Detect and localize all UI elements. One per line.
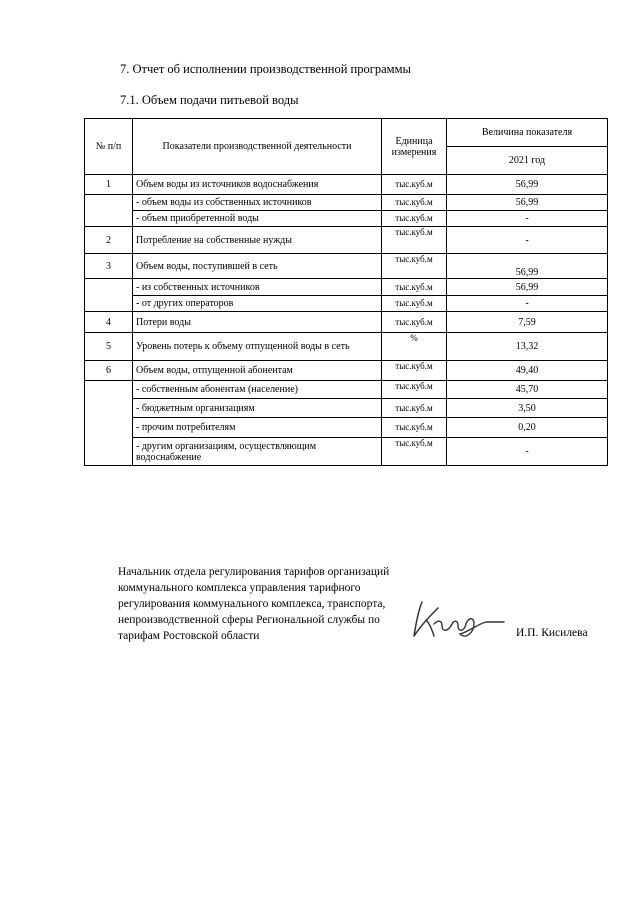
header-num: № п/п <box>85 119 133 175</box>
row-value: 7,59 <box>447 312 608 333</box>
row-value: 3,50 <box>447 399 608 418</box>
row-indicator: - от других операторов <box>133 296 382 312</box>
row-value: - <box>447 438 608 466</box>
row-indicator: Уровень потерь к объему отпущенной воды в сеть <box>133 333 382 361</box>
table-row <box>85 195 608 211</box>
row-value: 56,99 <box>447 175 608 195</box>
row-indicator: - прочим потребителям <box>133 418 382 438</box>
row-indicator: - из собственных источников <box>133 279 382 296</box>
row-value: - <box>447 227 608 254</box>
row-num: 3 <box>85 254 133 279</box>
row-unit: тыс.куб.м <box>382 438 447 466</box>
header-indicator: Показатели производственной деятельности <box>133 119 382 175</box>
table-row <box>85 399 608 418</box>
row-num <box>85 195 133 227</box>
table-row <box>85 418 608 438</box>
header-year: 2021 год <box>447 147 608 175</box>
handwritten-signature <box>408 594 510 644</box>
row-value: 45,70 <box>447 381 608 399</box>
row-num <box>85 381 133 466</box>
row-num <box>85 279 133 312</box>
row-value: - <box>447 296 608 312</box>
header-value: Величина показателя <box>447 119 608 147</box>
table-row <box>85 381 608 399</box>
table-row <box>85 296 608 312</box>
row-unit: тыс.куб.м <box>382 227 447 254</box>
row-indicator: Объем воды из источников водоснабжения <box>133 175 382 195</box>
signatory-name: И.П. Кисилева <box>516 627 588 639</box>
row-unit: тыс.куб.м <box>382 418 447 438</box>
section-title: 7. Отчет об исполнении производственной программы <box>120 62 411 76</box>
row-indicator: Потребление на собственные нужды <box>133 227 382 254</box>
row-indicator: - объем воды из собственных источников <box>133 195 382 211</box>
row-unit: % <box>382 333 447 361</box>
row-unit: тыс.куб.м <box>382 381 447 399</box>
row-unit: тыс.куб.м <box>382 175 447 195</box>
row-unit: тыс.куб.м <box>382 361 447 381</box>
row-unit: тыс.куб.м <box>382 195 447 211</box>
table-row <box>85 279 608 296</box>
row-value: 56,99 <box>447 195 608 211</box>
row-indicator: - бюджетным организациям <box>133 399 382 418</box>
row-value: 49,40 <box>447 361 608 381</box>
table-row <box>85 211 608 227</box>
table-row <box>85 361 608 381</box>
row-num: 1 <box>85 175 133 195</box>
subsection-title: 7.1. Объем подачи питьевой воды <box>120 93 299 107</box>
table-row <box>85 438 608 466</box>
row-indicator: Объем воды, отпущенной абонентам <box>133 361 382 381</box>
row-value: - <box>447 211 608 227</box>
water-supply-table <box>84 118 608 466</box>
row-unit: тыс.куб.м <box>382 399 447 418</box>
row-value: 0,20 <box>447 418 608 438</box>
row-indicator: Объем воды, поступившей в сеть <box>133 254 382 279</box>
row-value: 13,32 <box>447 333 608 361</box>
header-unit: Единица измерения <box>382 119 447 175</box>
row-num: 4 <box>85 312 133 333</box>
table-row <box>85 175 608 195</box>
row-unit: тыс.куб.м <box>382 211 447 227</box>
row-unit: тыс.куб.м <box>382 279 447 296</box>
row-value: 56,99 <box>447 279 608 296</box>
row-indicator: - объем приобретенной воды <box>133 211 382 227</box>
row-num: 5 <box>85 333 133 361</box>
table-row <box>85 312 608 333</box>
row-indicator: - другим организациям, осуществляющим водоснабжение <box>133 438 382 466</box>
row-unit: тыс.куб.м <box>382 254 447 279</box>
row-num: 2 <box>85 227 133 254</box>
table-row <box>85 254 608 279</box>
row-unit: тыс.куб.м <box>382 296 447 312</box>
row-num: 6 <box>85 361 133 381</box>
table-row <box>85 333 608 361</box>
row-unit: тыс.куб.м <box>382 312 447 333</box>
row-indicator: Потери воды <box>133 312 382 333</box>
signatory-position: Начальник отдела регулирования тарифов организаций коммунального комплекса управления тарифного регулирования коммунального комплекса, транспорта, непроизводственной сферы Региональной службы по тарифам Ростовской области <box>118 566 390 642</box>
row-value: 56,99 <box>447 254 608 279</box>
table-row <box>85 227 608 254</box>
row-indicator: - собственным абонентам (население) <box>133 381 382 399</box>
